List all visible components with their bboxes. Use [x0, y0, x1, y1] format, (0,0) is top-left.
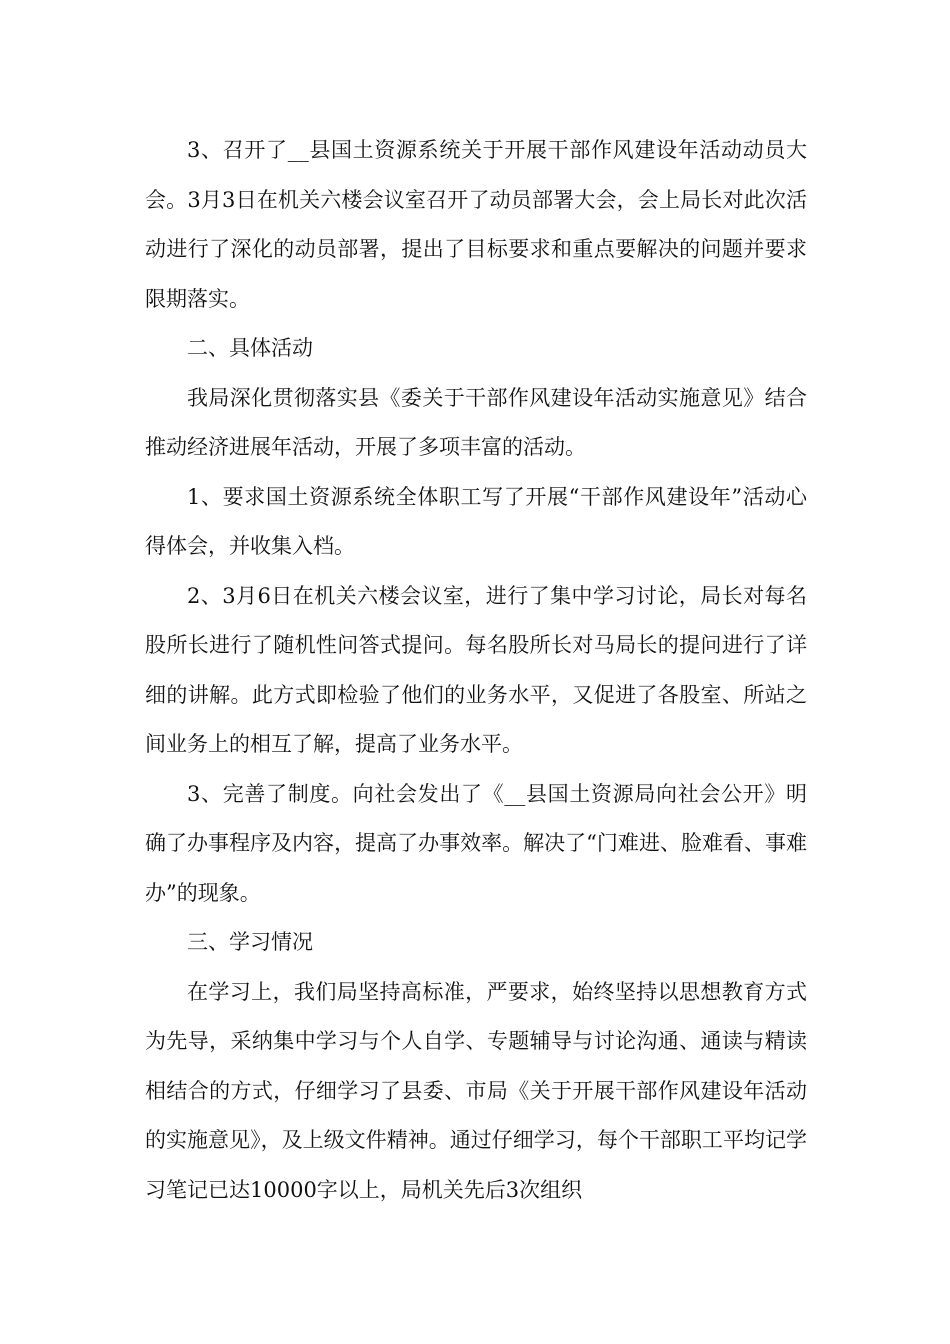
- paragraph-activity-3: 3、完善了制度。向社会发出了《__县国土资源局向社会公开》明确了办事程序及内容，提高了办事效率。解决了“门难进、脸难看、事难办”的现象。: [145, 781, 807, 905]
- paragraph-activities-intro: 我局深化贯彻落实县《委关于干部作风建设年活动实施意见》结合推动经济进展年活动，开展了多项丰富的活动。: [145, 385, 807, 459]
- section-heading-specific-activities: 二、具体活动: [187, 336, 313, 360]
- paragraph-activity-1: 1、要求国土资源系统全体职工写了开展“干部作风建设年”活动心得体会，并收集入档。: [145, 484, 807, 558]
- paragraph-study-details: 在学习上，我们局坚持高标准，严要求，始终坚持以思想教育方式为先导，采纳集中学习与个人自学、专题辅导与讨论沟通、通读与精读相结合的方式，仔细学习了县委、市局《关于开展干部作风建设年活动的实施意见》，及上级文件精神。通过仔细学习，每个干部职工平均记学习笔记已达10000字以上，局机关先后3次组织: [145, 979, 807, 1202]
- paragraph-activity-2: 2、3月6日在机关六楼会议室，进行了集中学习讨论，局长对每名股所长进行了随机性问答式提问。每名股所长对马局长的提问进行了详细的讲解。此方式即检验了他们的业务水平，又促进了各股室、所站之间业务上的相互了解，提高了业务水平。: [145, 583, 807, 756]
- section-heading-study: 三、学习情况: [187, 930, 313, 954]
- document-body: [145, 126, 807, 1215]
- paragraph-mobilization-meeting: 3、召开了__县国土资源系统关于开展干部作风建设年活动动员大会。3月3日在机关六楼会议室召开了动员部署大会，会上局长对此次活动进行了深化的动员部署，提出了目标要求和重点要解决的问题并要求限期落实。: [145, 138, 807, 311]
